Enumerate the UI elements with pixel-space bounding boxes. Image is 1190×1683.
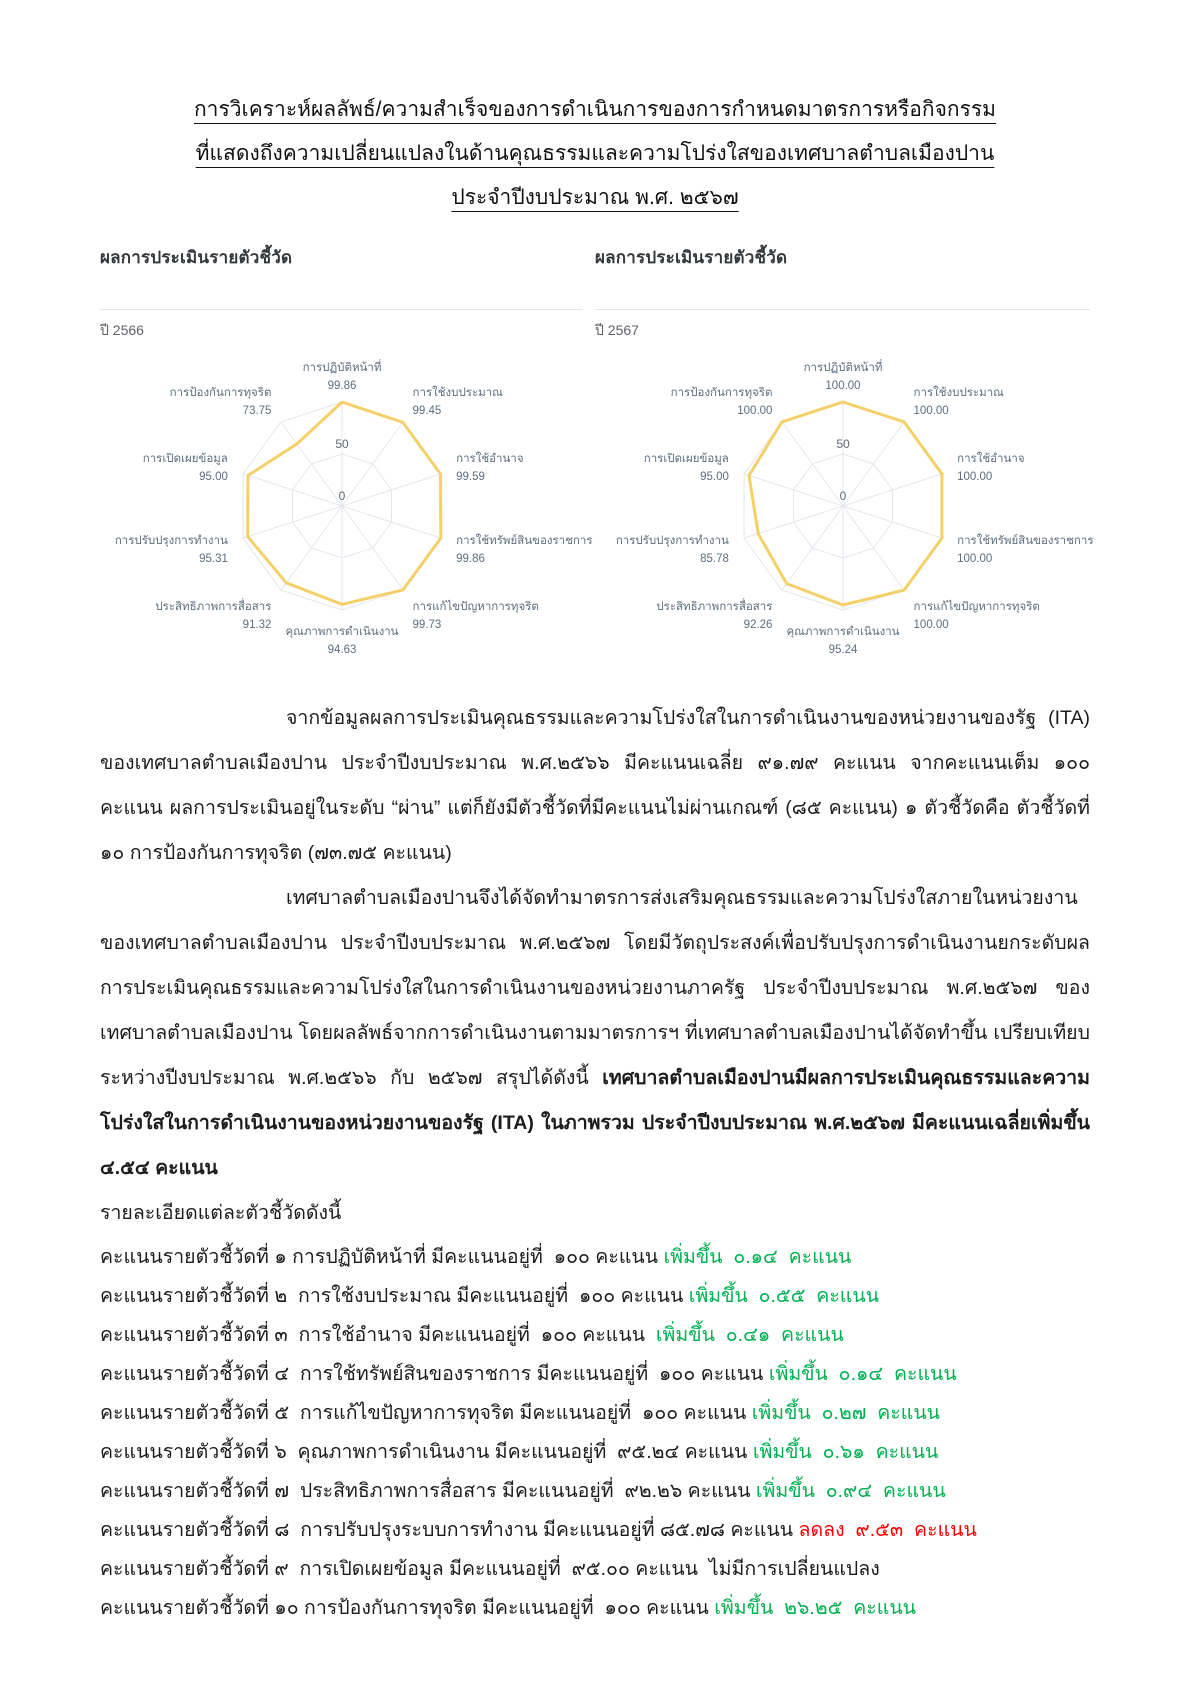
radar-category-label: การปฏิบัติหน้าที่ [803,362,882,374]
indicator-text: คะแนนรายตัวชี้วัดที่ ๒ การใช้งบประมาณ มีคะแนนอยู่ที่ ๑๐๐ คะแนน [100,1285,689,1307]
panel-divider [100,309,583,310]
paragraph-2 [100,876,1090,1191]
chart-header-2566: ผลการประเมินรายตัวชี้วัด [100,248,293,267]
indicator-change: เพิ่มขึ้น ๐.๒๗ คะแนน [751,1402,941,1424]
radar-category-value: 99.86 [327,380,356,392]
radar-category-value: 94.63 [327,644,356,656]
radar-chart-2567 [603,350,1094,668]
radar-category-value: 99.86 [455,552,485,565]
radar-category-label: การใช้งบประมาณ [913,387,1004,400]
indicator-text: คะแนนรายตัวชี้วัดที่ ๑ การปฏิบัติหน้าที่ มีคะแนนอยู่ที่ ๑๐๐ คะแนน [100,1246,664,1268]
radar-grid-spoke [342,422,403,506]
radar-category-label: การใช้งบประมาณ [412,387,503,400]
radar-data-line [749,402,942,605]
radar-category-label: การป้องกันการทุจริต [169,387,271,400]
indicator-line [100,1238,1090,1277]
indicator-text: คะแนนรายตัวชี้วัดที่ ๘ การปรับปรุงระบบการทำงาน มีคะแนนอยู่ที่ ๘๕.๗๘ คะแนน [100,1519,799,1541]
radar-axis-tick-0: 0 [839,489,846,503]
radar-category-label: การปรับปรุงการทำงาน [615,534,729,547]
radar-category-label: การใช้ทรัพย์สินของราชการ [455,534,593,547]
indicator-change: เพิ่มขึ้น ๐.๙๔ คะแนน [755,1480,946,1502]
radar-category-label: การปรับปรุงการทำงาน [114,534,228,547]
indicator-change: เพิ่มขึ้น ๐.๑๔ คะแนน [768,1363,957,1385]
radar-category-value: 99.45 [412,405,441,418]
paragraph-2-bold: เทศบาลตำบลเมืองปานมีผลการประเมินคุณธรรมและความโปร่งใสในการดำเนินงานของหน่วยงานของรัฐ (ITA) ในภาพรวม ประจำปีงบประมาณ พ.ศ.๒๕๖๗ มีคะแนนเฉลี่ยเพิ่มขึ้น ๔.๕๔ คะแนน [100,1067,1090,1179]
indicator-line [100,1511,1090,1550]
indicator-text: คะแนนรายตัวชี้วัดที่ ๓ การใช้อำนาจ มีคะแนนอยู่ที่ ๑๐๐ คะแนน [100,1324,656,1346]
radar-category-value: 95.24 [828,644,857,656]
radar-grid-spoke [280,422,341,506]
title-line-2: ที่แสดงถึงความเปลี่ยนแปลงในด้านคุณธรรมและความโปร่งใสของเทศบาลตำบลเมืองปาน [195,142,995,165]
radar-category-value: 91.32 [242,618,271,631]
indicator-change: เพิ่มขึ้น ๐.๖๑ คะแนน [752,1441,939,1463]
radar-grid-spoke [342,506,403,590]
radar-category-value: 100.00 [956,552,992,565]
title-line-3: ประจำปีงบประมาณ พ.ศ. ๒๕๖๗ [451,186,739,209]
radar-chart-2566 [102,350,593,668]
radar-category-label: การปฏิบัติหน้าที่ [302,362,381,374]
radar-category-label: การแก้ไขปัญหาการทุจริต [412,600,539,613]
radar-category-label: การใช้อำนาจ [956,453,1025,466]
radar-category-label: ประสิทธิภาพการสื่อสาร [154,600,271,613]
body-text [100,696,1090,1628]
indicator-text: คะแนนรายตัวชี้วัดที่ ๙ การเปิดเผยข้อมูล มีคะแนนอยู่ที่ ๙๕.๐๐ คะแนน ไม่มีการเปลี่ยนแปลง [100,1558,880,1580]
panel-divider [595,309,1090,310]
radar-axis-tick-50: 50 [334,437,349,451]
chart-header-2567: ผลการประเมินรายตัวชี้วัด [595,248,788,267]
radar-category-value: 100.00 [956,471,992,484]
indicator-text: คะแนนรายตัวชี้วัดที่ ๕ การแก้ไขปัญหาการทุจริต มีคะแนนอยู่ที่ ๑๐๐ คะแนน [100,1402,752,1424]
radar-category-value: 95.31 [198,552,228,565]
radar-category-value: 100.00 [736,405,772,418]
indicator-text: คะแนนรายตัวชี้วัดที่ ๗ ประสิทธิภาพการสื่อสาร มีคะแนนอยู่ที่ ๙๒.๒๖ คะแนน [100,1480,756,1502]
indicator-text: คะแนนรายตัวชี้วัดที่ ๑๐ การป้องกันการทุจริต มีคะแนนอยู่ที่ ๑๐๐ คะแนน [100,1597,715,1619]
radar-category-value: 73.75 [242,405,271,418]
year-label-2566: ปี 2566 [100,322,144,338]
indicator-line [100,1394,1090,1433]
indicator-line [100,1589,1090,1628]
radar-grid-spoke [843,506,904,590]
radar-category-value: 99.73 [412,618,441,631]
year-label-2567: ปี 2567 [595,322,639,338]
radar-category-value: 95.00 [198,471,228,484]
radar-category-label: ประสิทธิภาพการสื่อสาร [655,600,772,613]
indicator-change: ลดลง ๙.๕๓ คะแนน [798,1519,977,1541]
radar-axis-tick-50: 50 [835,437,850,451]
chart-panel-2566 [100,244,595,668]
indicator-text: คะแนนรายตัวชี้วัดที่ ๔ การใช้ทรัพย์สินของราชการ มีคะแนนอยู่ที่ ๑๐๐ คะแนน [100,1363,769,1385]
indicator-change: เพิ่มขึ้น ๐.๔๑ คะแนน [655,1324,844,1346]
title-line-1: การวิเคราะห์ผลลัพธ์/ความสำเร็จของการดำเนินการของการกำหนดมาตรการหรือกิจกรรม [193,98,997,121]
indicator-line [100,1277,1090,1316]
indicator-change: เพิ่มขึ้น ๐.๕๕ คะแนน [688,1285,880,1307]
radar-category-value: 92.26 [743,618,772,631]
radar-category-label: การใช้อำนาจ [455,453,524,466]
indicator-change: เพิ่มขึ้น ๒๖.๒๕ คะแนน [714,1597,916,1619]
radar-category-value: 95.00 [699,471,729,484]
indicator-line [100,1355,1090,1394]
indicator-line [100,1316,1090,1355]
radar-grid-spoke [781,506,842,590]
radar-category-label: การป้องกันการทุจริต [670,387,772,400]
radar-grid-spoke [280,506,341,590]
indicator-line [100,1433,1090,1472]
paragraph-1: จากข้อมูลผลการประเมินคุณธรรมและความโปร่งใสในการดำเนินงานของหน่วยงานของรัฐ (ITA) ของเทศบาลตำบลเมืองปาน ประจำปีงบประมาณ พ.ศ.๒๕๖๖ มีคะแนนเฉลี่ย ๙๑.๗๙ คะแนน จากคะแนนเต็ม ๑๐๐ คะแนน ผลการประเมินอยู่ในระดับ “ผ่าน” แต่ก็ยังมีตัวชี้วัดที่มีคะแนนไม่ผ่านเกณฑ์ (๘๕ คะแนน) ๑ ตัวชี้วัดคือ ตัวชี้วัดที่ ๑๐ การป้องกันการทุจริต (๗๓.๗๕ คะแนน) [100,707,1090,864]
radar-category-value: 100.00 [824,380,861,392]
radar-category-label: การแก้ไขปัญหาการทุจริต [913,600,1040,613]
document-title [100,88,1090,220]
radar-category-value: 100.00 [913,405,949,418]
charts-section [100,244,1094,668]
radar-category-value: 85.78 [699,552,729,565]
radar-axis-tick-0: 0 [338,489,345,503]
indicator-text: คะแนนรายตัวชี้วัดที่ ๖ คุณภาพการดำเนินงาน มีคะแนนอยู่ที่ ๙๕.๒๔ คะแนน [100,1441,753,1463]
list-intro: รายละเอียดแต่ละตัวชี้วัดดังนี้ [100,1202,342,1224]
radar-grid-spoke [781,422,842,506]
chart-panel-2567 [595,244,1094,668]
paragraph-2-normal: เทศบาลตำบลเมืองปานจึงได้จัดทำมาตรการส่งเสริมคุณธรรมและความโปร่งใสภายในหน่วยงานของเทศบาลตำบลเมืองปาน ประจำปีงบประมาณ พ.ศ.๒๕๖๗ โดยมีวัตถุประสงค์เพื่อปรับปรุงการดำเนินงานยกระดับผลการประเมินคุณธรรมและความโปร่งใสในการดำเนินงานของหน่วยงานภาครัฐ ประจำปีงบประมาณ พ.ศ.๒๕๖๗ ของเทศบาลตำบลเมืองปาน โดยผลลัพธ์จากการดำเนินงานตามมาตรการฯ ที่เทศบาลตำบลเมืองปานได้จัดทำขึ้น เปรียบเทียบระหว่างปีงบประมาณ พ.ศ.๒๕๖๖ กับ ๒๕๖๗ สรุปได้ดังนี้ [100,887,1090,1089]
radar-category-label: คุณภาพการดำเนินงาน [284,626,399,638]
radar-category-label: คุณภาพการดำเนินงาน [785,626,900,638]
radar-category-label: การใช้ทรัพย์สินของราชการ [956,534,1094,547]
indicator-change: เพิ่มขึ้น ๐.๑๔ คะแนน [663,1246,852,1268]
radar-category-value: 100.00 [913,618,949,631]
radar-grid-spoke [843,422,904,506]
indicator-list [100,1238,1090,1628]
indicator-line [100,1472,1090,1511]
indicator-line [100,1550,1090,1589]
radar-category-value: 99.59 [455,471,485,484]
radar-category-label: การเปิดเผยข้อมูล [643,453,729,466]
radar-category-label: การเปิดเผยข้อมูล [142,453,228,466]
